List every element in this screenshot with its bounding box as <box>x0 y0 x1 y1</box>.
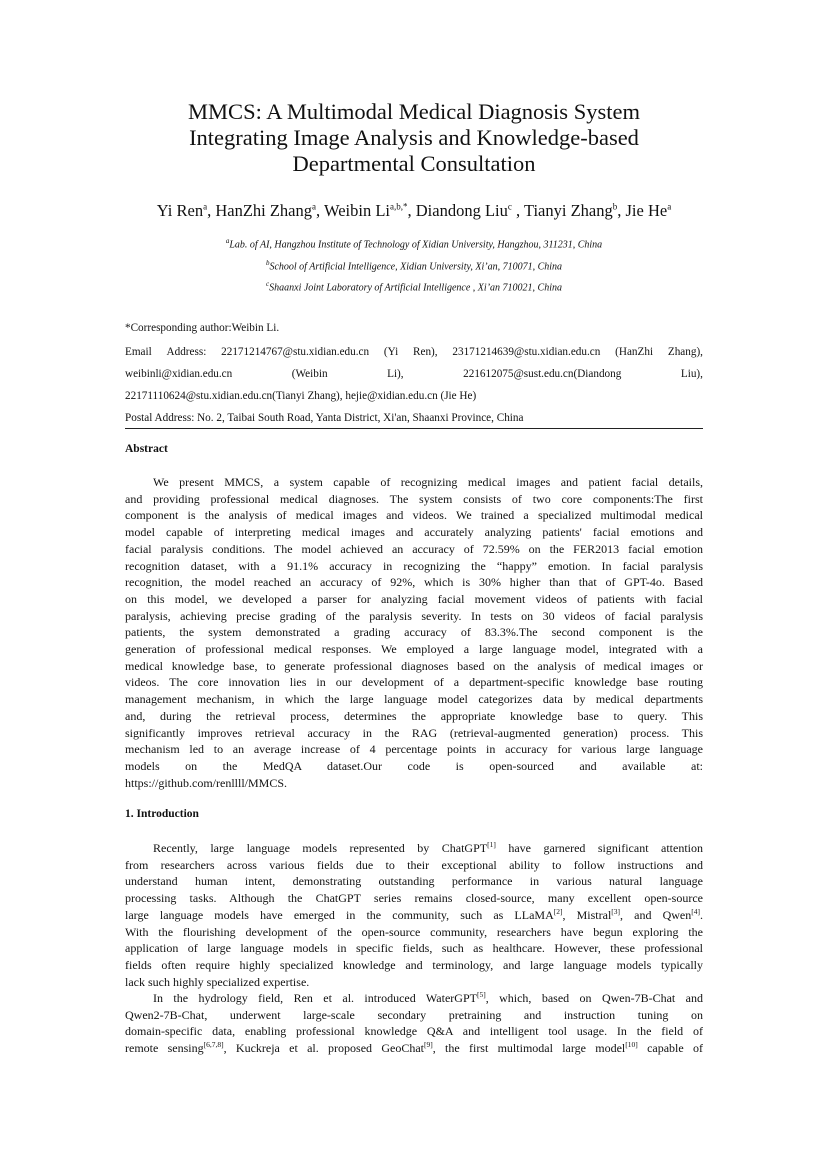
author-name: Tianyi Zhang <box>523 201 613 220</box>
citation-ref[interactable]: [4] <box>691 906 700 916</box>
email-word: Email <box>125 346 152 358</box>
email-word: Ren), <box>413 346 438 358</box>
author-affiliation-mark: a <box>667 201 672 212</box>
abstract-line: generation of professional medical responses. We employed a large language model, integrated with a <box>125 642 703 657</box>
paragraph-line: large language models have emerged in the community, such as LLaMA[2], Mistral[3], and Qwen[4]. <box>125 906 703 922</box>
paragraph-line: In the hydrology field, Ren et al. introduced WaterGPT[5], which, based on Qwen-7B-Chat and <box>153 990 703 1005</box>
title-line: MMCS: A Multimodal Medical Diagnosis System <box>188 99 640 124</box>
paper-title <box>125 99 703 177</box>
abstract-line: management mechanism, in which the large language model categorizes data by medical departments <box>125 692 703 707</box>
citation-ref[interactable]: [5] <box>476 990 486 999</box>
citation-ref[interactable]: [2] <box>553 906 563 916</box>
citation-ref[interactable]: [3] <box>611 906 621 916</box>
author-affiliation-mark: c <box>507 201 512 212</box>
author-list: Yi Ren$^a$, HanZhi Zhang$^a$, Weibin $Li^{a,b,*}$, Diandong Liu$^c$ , Tianyi Zhang$^b$, Jie He$^a$ <box>156 201 672 220</box>
author-name: Diandong Liu <box>415 201 508 220</box>
abstract-line: paralysis, achieving precise grading of the paralysis severity. In tests on 30 videos of facial paralysis <box>125 608 703 623</box>
paragraph-line: lack such highly specialized expertise. <box>125 974 310 989</box>
affiliation-a: $^a$Lab. of AI, Hangzhou Institute of Technology of Xidian University, Hangzhou, 311231, China <box>225 237 603 251</box>
email-word: 221612075@sust.edu.cn(Diandong <box>463 368 622 380</box>
abstract-line: recognition, the model reached an accuracy of 92%, which is 30% higher than that of GPT-4o. Based <box>125 575 703 590</box>
author-affiliation-mark: a <box>203 201 208 212</box>
email-word: Liu), <box>680 368 703 380</box>
author-name: Yi Ren <box>156 201 204 220</box>
abstract-line: videos. The core innovation lies in our development of a department-specific knowledge base routing <box>125 675 703 690</box>
citation-ref[interactable]: [10] <box>625 1040 638 1050</box>
abstract-line: mechanism led to an average increase of 4 percentage points in accuracy for various large language <box>125 742 703 757</box>
paragraph-line: from researchers across various fields due to their exceptional ability to follow instructions and <box>125 857 703 872</box>
email-word: Address: <box>166 346 207 358</box>
corresponding-author: *Corresponding author:Weibin Li. <box>125 322 280 334</box>
title-line: Departmental Consultation <box>292 151 536 176</box>
author-affiliation-mark: a <box>312 201 317 212</box>
email-line: 22171110624@stu.xidian.edu.cn(Tianyi Zhang), hejie@xidian.edu.cn (Jie He) <box>125 390 477 402</box>
email-word: (HanZhi <box>615 346 654 358</box>
email-word: (Yi <box>383 346 399 358</box>
paragraph-line: Recently, large language models represented by ChatGPT[1] have garnered significant attention <box>153 840 704 855</box>
affiliation-c: $^c$Shaanxi Joint Laboratory of Artificial Intelligence , Xi’an 710021, China <box>266 280 562 294</box>
abstract-line: significantly improves retrieval accuracy in the RAG (retrieval-augmented generation) process. This <box>125 725 703 740</box>
email-word: Li), <box>387 368 404 380</box>
author-affiliation-mark: b <box>612 201 618 212</box>
author-name: Jie He <box>625 201 668 220</box>
email-word: 23171214639@stu.xidian.edu.cn <box>452 346 601 358</box>
intro-paragraph-1 <box>125 840 703 990</box>
abstract-line: and, during the retrieval process, determines the appropriate knowledge base to query. This <box>125 708 703 723</box>
paragraph-line: application of large language models in specific fields, such as healthcare. However, these professional <box>125 941 703 956</box>
author-affiliation-mark: a,b,* <box>390 201 408 212</box>
abstract-line: models on the MedQA dataset.Our code is open-sourced and available at: <box>125 758 703 773</box>
citation-ref[interactable]: [6,7,8] <box>203 1040 224 1050</box>
header-rule <box>125 428 703 429</box>
abstract-line: https://github.com/renllll/MMCS. <box>125 775 288 790</box>
paragraph-line: fields often require highly specialized knowledge and terminology, and large language models typically <box>125 957 703 972</box>
abstract-line: model capable of interpreting medical images and accurately analyzing patients' facial emotions and <box>125 525 703 540</box>
email-word: 22171214767@stu.xidian.edu.cn <box>221 346 370 358</box>
section-heading-introduction: 1. Introduction <box>125 808 199 820</box>
email-word: Zhang), <box>667 346 703 358</box>
abstract-line: facial paralysis conditions. The model achieved an accuracy of 72.59% on the FER2013 facial emotion <box>125 541 703 556</box>
abstract-line: and providing professional medical diagnoses. The system consists of two core components:The first <box>125 491 703 506</box>
paragraph-line: domain-specific data, enabling professional knowledge Q&A and intelligent tool usage. In the field of <box>125 1024 703 1039</box>
abstract-body <box>125 474 703 791</box>
email-word: weibinli@xidian.edu.cn <box>125 368 233 380</box>
email-word: (Weibin <box>291 368 328 380</box>
abstract-line: patients, the system demonstrated a grading accuracy of 83.3%.The second component is the <box>125 625 703 640</box>
affiliation-b: $^b$School of Artificial Intelligence, Xidian University, Xi’an, 710071, China <box>265 259 563 273</box>
citation-ref[interactable]: [9] <box>424 1040 433 1050</box>
abstract-line: medical knowledge base, to generate professional diagnoses based on the analysis of medical images or <box>125 658 703 673</box>
author-name: HanZhi Zhang <box>215 201 313 220</box>
email-line <box>125 346 703 358</box>
paragraph-line: Qwen2-7B-Chat, underwent large-scale secondary pretraining and instruction tuning on <box>125 1007 703 1022</box>
citation-ref[interactable]: [1] <box>487 840 496 849</box>
email-line <box>125 368 703 380</box>
author-name: Weibin Li <box>323 201 391 220</box>
abstract-line: component is the analysis of medical images and videos. We trained a specialized multimodal medical <box>125 508 703 523</box>
paragraph-line: remote sensing[6,7,8], Kuckreja et al. proposed GeoChat[9], the first multimodal large model[10] capable of <box>125 1040 703 1056</box>
paragraph-line: processing tasks. Although the ChatGPT series remains closed-source, many excellent open-source <box>125 891 703 906</box>
paragraph-line: With the flourishing development of the open-source community, researchers have begun exploring the <box>125 924 703 939</box>
postal-address: Postal Address: No. 2, Taibai South Road, Yanta District, Xi'an, Shaanxi Province, China <box>125 412 524 424</box>
paragraph-line: understand human intent, demonstrating outstanding performance in various natural language <box>125 874 703 889</box>
abstract-line: recognition dataset, with a 91.1% accuracy in recognizing the “happy” emotion. In facial paralysis <box>125 558 703 573</box>
title-line: Integrating Image Analysis and Knowledge-based <box>189 125 639 150</box>
abstract-line: on this model, we developed a parser for analyzing facial movement videos of patients with facial <box>125 591 703 606</box>
abstract-line: We present MMCS, a system capable of recognizing medical images and patient facial details, <box>153 475 703 489</box>
abstract-heading: Abstract <box>125 443 168 455</box>
intro-paragraph-2 <box>125 990 703 1057</box>
